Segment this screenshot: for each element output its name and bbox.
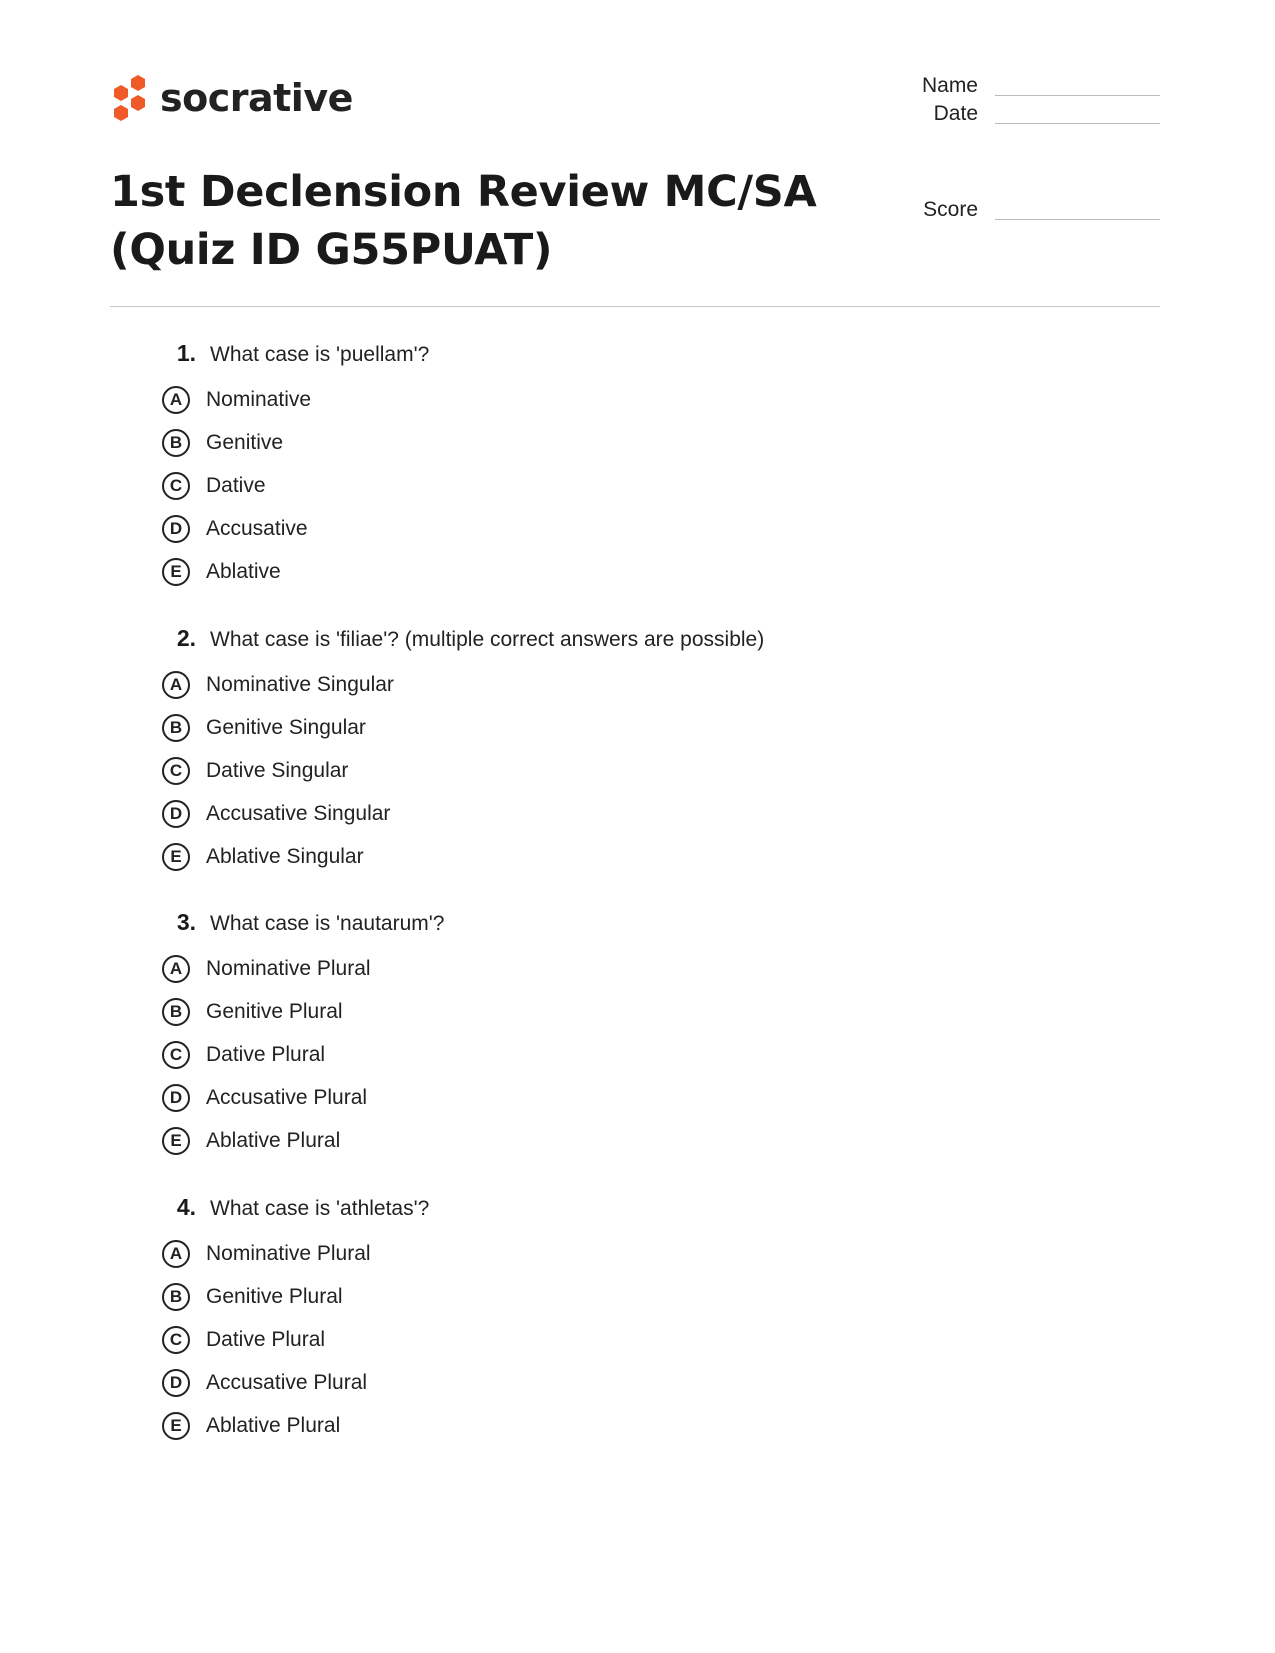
date-field[interactable] bbox=[870, 102, 1160, 126]
question-text: What case is 'puellam'? bbox=[210, 343, 430, 366]
date-line[interactable] bbox=[995, 123, 1160, 124]
score-line[interactable] bbox=[995, 219, 1160, 220]
question-number: 4. bbox=[176, 1194, 196, 1220]
score-label: Score bbox=[923, 198, 978, 221]
option-e[interactable] bbox=[162, 1404, 1062, 1447]
option-label: Accusative Plural bbox=[206, 1370, 368, 1394]
option-label: Nominative Plural bbox=[206, 1241, 371, 1265]
question-text: What case is 'athletas'? bbox=[210, 1197, 430, 1220]
option-letter-badge[interactable]: D bbox=[162, 800, 190, 828]
option-letter-badge[interactable]: C bbox=[162, 1326, 190, 1354]
brand-name: socrative bbox=[160, 76, 353, 120]
option-letter-badge[interactable]: C bbox=[162, 1041, 190, 1069]
name-label: Name bbox=[921, 74, 978, 97]
name-line[interactable] bbox=[995, 95, 1160, 96]
option-letter-badge[interactable]: D bbox=[162, 1084, 190, 1112]
question-header bbox=[162, 625, 1062, 655]
question-text: What case is 'nautarum'? bbox=[210, 912, 445, 935]
question-number: 1. bbox=[176, 340, 196, 366]
option-letter-badge[interactable]: D bbox=[162, 515, 190, 543]
option-label: Nominative bbox=[206, 387, 312, 411]
option-d[interactable] bbox=[162, 1076, 1062, 1119]
option-letter-badge[interactable]: A bbox=[162, 386, 190, 414]
score-field[interactable] bbox=[870, 198, 1160, 222]
question-1 bbox=[162, 340, 1062, 593]
option-label: Ablative bbox=[206, 559, 281, 583]
option-label: Genitive Singular bbox=[206, 715, 366, 739]
option-label: Nominative Singular bbox=[206, 672, 394, 696]
option-label: Accusative Plural bbox=[206, 1085, 368, 1109]
option-label: Ablative Singular bbox=[206, 844, 364, 868]
option-e[interactable] bbox=[162, 835, 1062, 878]
option-c[interactable] bbox=[162, 1033, 1062, 1076]
option-a[interactable] bbox=[162, 663, 1062, 706]
option-letter-badge[interactable]: E bbox=[162, 558, 190, 586]
option-letter-badge[interactable]: B bbox=[162, 429, 190, 457]
option-a[interactable] bbox=[162, 1232, 1062, 1275]
option-label: Nominative Plural bbox=[206, 956, 371, 980]
option-letter-badge[interactable]: C bbox=[162, 472, 190, 500]
question-4 bbox=[162, 1194, 1062, 1447]
question-text: What case is 'filiae'? (multiple correct answers are possible) bbox=[210, 628, 765, 651]
option-label: Genitive Plural bbox=[206, 999, 343, 1023]
option-label: Dative Plural bbox=[206, 1042, 326, 1066]
options-list bbox=[162, 663, 1062, 878]
question-2 bbox=[162, 625, 1062, 878]
question-header bbox=[162, 1194, 1062, 1224]
option-letter-badge[interactable]: C bbox=[162, 757, 190, 785]
option-a[interactable] bbox=[162, 378, 1062, 421]
option-label: Ablative Plural bbox=[206, 1413, 341, 1437]
option-letter-badge[interactable]: B bbox=[162, 998, 190, 1026]
question-number: 3. bbox=[176, 909, 196, 935]
option-label: Dative Singular bbox=[206, 758, 349, 782]
option-d[interactable] bbox=[162, 1361, 1062, 1404]
option-letter-badge[interactable]: B bbox=[162, 714, 190, 742]
header-divider bbox=[110, 306, 1160, 307]
option-label: Ablative Plural bbox=[206, 1128, 341, 1152]
options-list bbox=[162, 947, 1062, 1162]
question-header bbox=[162, 909, 1062, 939]
date-label: Date bbox=[933, 102, 978, 125]
option-label: Genitive bbox=[206, 430, 284, 454]
option-c[interactable] bbox=[162, 464, 1062, 507]
option-b[interactable] bbox=[162, 421, 1062, 464]
option-e[interactable] bbox=[162, 1119, 1062, 1162]
question-3 bbox=[162, 909, 1062, 1162]
option-c[interactable] bbox=[162, 1318, 1062, 1361]
option-letter-badge[interactable]: A bbox=[162, 1240, 190, 1268]
option-b[interactable] bbox=[162, 706, 1062, 749]
options-list bbox=[162, 1232, 1062, 1447]
option-label: Dative bbox=[206, 473, 266, 497]
option-b[interactable] bbox=[162, 990, 1062, 1033]
name-field[interactable] bbox=[870, 74, 1160, 98]
brand-logo bbox=[110, 72, 353, 124]
question-header bbox=[162, 340, 1062, 370]
option-letter-badge[interactable]: B bbox=[162, 1283, 190, 1311]
option-label: Dative Plural bbox=[206, 1327, 326, 1351]
option-letter-badge[interactable]: E bbox=[162, 1412, 190, 1440]
option-letter-badge[interactable]: D bbox=[162, 1369, 190, 1397]
option-b[interactable] bbox=[162, 1275, 1062, 1318]
options-list bbox=[162, 378, 1062, 593]
option-d[interactable] bbox=[162, 792, 1062, 835]
option-label: Genitive Plural bbox=[206, 1284, 343, 1308]
option-letter-badge[interactable]: A bbox=[162, 955, 190, 983]
option-e[interactable] bbox=[162, 550, 1062, 593]
quiz-title: 1st Declension Review MC/SA (Quiz ID G55PUAT) bbox=[110, 167, 817, 275]
socrative-logo-icon bbox=[110, 73, 148, 123]
question-number: 2. bbox=[176, 625, 196, 651]
option-letter-badge[interactable]: A bbox=[162, 671, 190, 699]
option-letter-badge[interactable]: E bbox=[162, 1127, 190, 1155]
option-letter-badge[interactable]: E bbox=[162, 843, 190, 871]
option-d[interactable] bbox=[162, 507, 1062, 550]
option-a[interactable] bbox=[162, 947, 1062, 990]
option-label: Accusative Singular bbox=[206, 801, 391, 825]
option-c[interactable] bbox=[162, 749, 1062, 792]
option-label: Accusative bbox=[206, 516, 308, 540]
